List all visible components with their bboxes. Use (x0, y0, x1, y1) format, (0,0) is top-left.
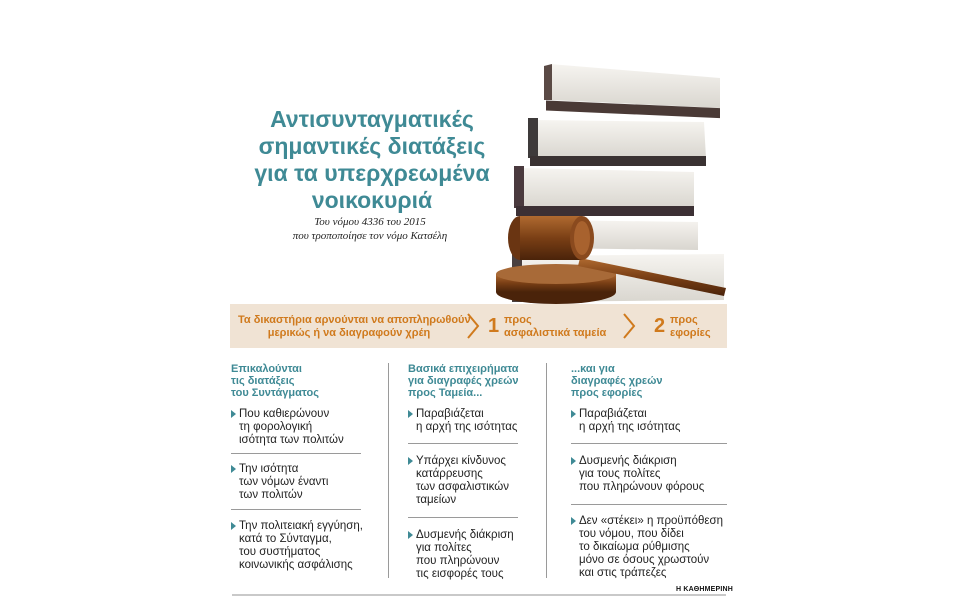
list-item-line: Υπάρχει κίνδυνος (416, 455, 506, 467)
column-2-heading (408, 363, 519, 399)
list-item-line: του συστήματος (239, 546, 321, 558)
list-item (231, 463, 381, 503)
list-item-line: κατάρρευσης (416, 468, 483, 480)
banner-item2-line: εφορίες (670, 327, 711, 339)
list-item (408, 408, 538, 436)
list-item-line: για τους πολίτες (579, 468, 661, 480)
banner-item1-label (504, 314, 606, 340)
bullet-triangle-icon (571, 457, 576, 465)
divider (408, 443, 518, 444)
list-item-line: Παραβιάζεται (416, 408, 484, 420)
column-separator (388, 363, 389, 578)
banner-intro-line: Τα δικαστήρια αρνούνται να αποπληρωθούν (238, 314, 471, 326)
bullet-triangle-icon (408, 457, 413, 465)
list-item-line: Την ισότητα (239, 463, 299, 475)
bullet-triangle-icon (571, 410, 576, 418)
banner-item1-number: 1 (488, 315, 500, 337)
title-line: νοικοκυριά (311, 187, 433, 213)
book (528, 118, 706, 166)
list-item-line: τη φορολογική (239, 421, 313, 433)
heading-line: διαγραφές χρεών (571, 375, 663, 387)
list-item (571, 455, 727, 495)
publisher-logo: Η ΚΑΘΗΜΕΡΙΝΗ (676, 586, 734, 593)
list-item (231, 520, 381, 574)
list-item-line: των ασφαλιστικών (416, 481, 509, 493)
list-item-line: ισότητα των πολιτών (239, 434, 344, 446)
list-item-line: Δεν «στέκει» η προϋπόθεση (579, 515, 724, 527)
list-item-line: για πολίτες (416, 542, 472, 554)
divider (408, 517, 518, 518)
list-item-line: κατά το Σύνταγμα, (239, 533, 332, 545)
subtitle-line: Του νόμου 4336 του 2015 (314, 216, 426, 228)
subtitle-line: που τροποποίησε τον νόμο Κατσέλη (292, 230, 448, 242)
banner-item1-line: ασφαλιστικά ταμεία (504, 327, 607, 339)
list-item-line: και στις τράπεζες (579, 567, 667, 579)
list-item-line: κοινωνικής ασφάλισης (239, 559, 353, 571)
infographic-subtitle (250, 215, 490, 243)
list-item-line: που πληρώνουν φόρους (579, 481, 705, 493)
heading-line: για διαγραφές χρεών (408, 375, 519, 387)
heading-line: τις διατάξεις (231, 375, 295, 387)
list-item-line: των πολιτών (239, 489, 303, 501)
heading-line: προς Ταμεία... (408, 387, 483, 399)
column-1-heading (231, 363, 319, 399)
title-line: Αντισυνταγματικές (270, 106, 474, 132)
banner-item2-label (670, 314, 711, 340)
list-item-line: Δυσμενής διάκριση (579, 455, 677, 467)
list-item-line: ταμείων (416, 494, 457, 506)
list-item (571, 515, 727, 581)
list-item-line: των νόμων έναντι (239, 476, 329, 488)
books-gavel-illustration (488, 60, 728, 306)
title-line: σημαντικές διατάξεις (258, 133, 486, 159)
title-line: για τα υπερχρεωμένα (254, 160, 490, 186)
list-item (571, 408, 727, 436)
list-item-line: το δικαίωμα ρύθμισης (579, 541, 690, 553)
divider (571, 443, 727, 444)
column-3-heading (571, 363, 663, 399)
column-separator (546, 363, 547, 578)
bullet-triangle-icon (408, 410, 413, 418)
heading-line: του Συντάγματος (231, 387, 319, 399)
bullet-triangle-icon (408, 531, 413, 539)
list-item-line: του νόμου, που δίδει (579, 528, 684, 540)
footer-rule (232, 594, 726, 596)
chevron-right-icon (622, 312, 636, 340)
list-item-line: Την πολιτειακή εγγύηση, (239, 520, 363, 532)
list-item (408, 455, 538, 509)
list-item (408, 529, 538, 583)
heading-line: Επικαλούνται (231, 363, 302, 375)
bullet-triangle-icon (571, 517, 576, 525)
list-item-line: Παραβιάζεται (579, 408, 647, 420)
courts-banner (230, 304, 727, 348)
infographic-title (238, 106, 506, 214)
list-item-line: τις εισφορές τους (416, 568, 504, 580)
list-item-line: που πληρώνουν (416, 555, 500, 567)
divider (231, 509, 361, 510)
list-item-line: η αρχή της ισότητας (416, 421, 518, 433)
list-item-line: μόνο σε όσους χρωστούν (579, 554, 710, 566)
heading-line: προς εφορίες (571, 387, 643, 399)
chevron-right-icon (466, 312, 480, 340)
list-item-line: η αρχή της ισότητας (579, 421, 681, 433)
list-item (231, 408, 381, 448)
bullet-triangle-icon (231, 522, 236, 530)
banner-intro-line: μερικώς ή να διαγραφούν χρέη (267, 327, 431, 339)
list-item-line: Που καθιερώνουν (239, 408, 330, 420)
bullet-triangle-icon (231, 410, 236, 418)
bullet-triangle-icon (231, 465, 236, 473)
heading-line: ...και για (571, 363, 615, 375)
banner-item1-line: προς (504, 314, 532, 326)
banner-item2-line: προς (670, 314, 698, 326)
banner-intro (238, 314, 471, 340)
heading-line: Βασικά επιχειρήματα (408, 363, 519, 375)
divider (231, 453, 361, 454)
book (514, 166, 694, 216)
divider (571, 504, 727, 505)
banner-item2-number: 2 (654, 315, 666, 337)
list-item-line: Δυσμενής διάκριση (416, 529, 514, 541)
